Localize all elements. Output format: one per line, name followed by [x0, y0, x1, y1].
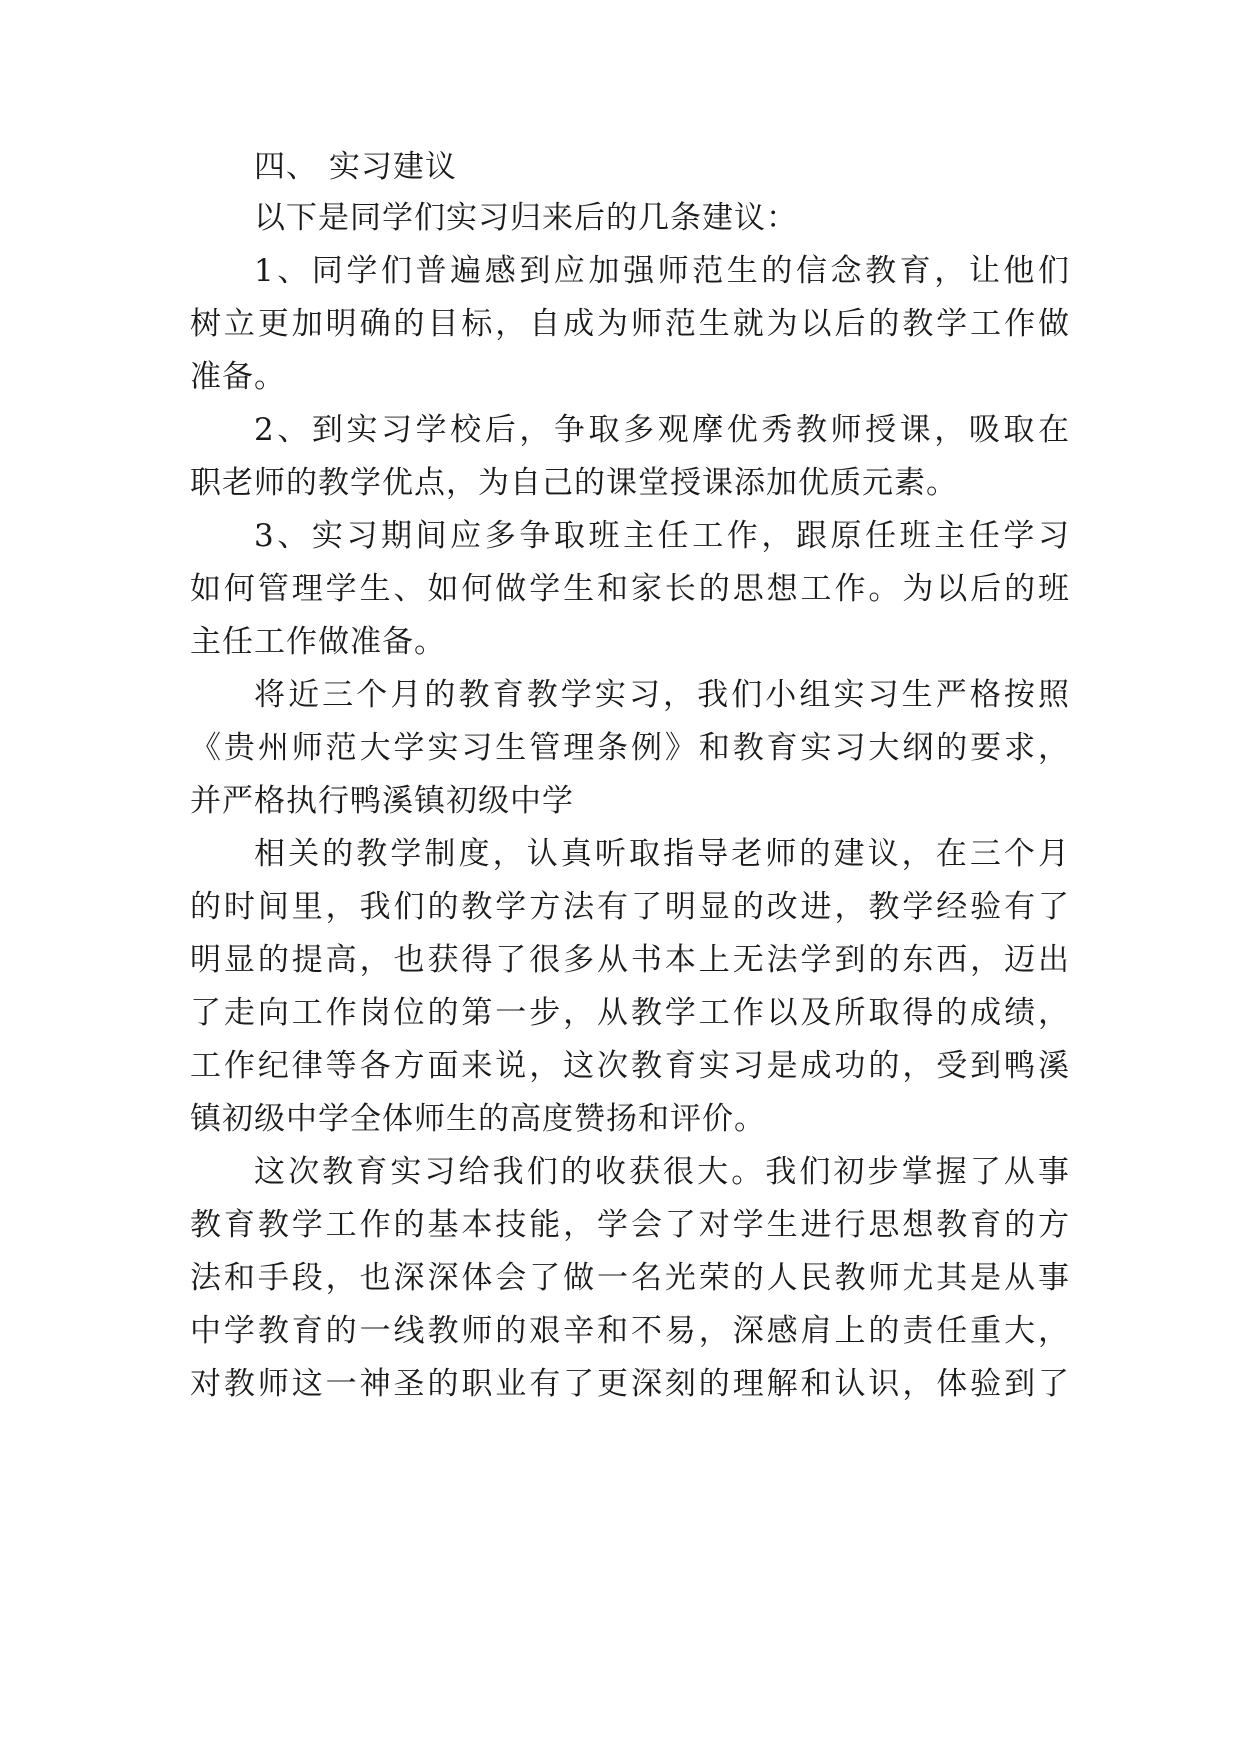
- paragraph-line: 的时间里，我们的教学方法有了明显的改进，教学经验有了: [190, 889, 1070, 925]
- paragraph-line: 明显的提高，也获得了很多从书本上无法学到的东西，迈出: [190, 942, 1070, 978]
- paragraph-line: 1、同学们普遍感到应加强师范生的信念教育，让他们: [254, 253, 1070, 289]
- paragraph-line: 主任工作做准备。: [190, 624, 446, 660]
- paragraph-line: 2、到实习学校后，争取多观摩优秀教师授课，吸取在: [254, 412, 1070, 448]
- section-heading: 四、 实习建议: [254, 149, 457, 185]
- paragraph-line: 职老师的教学优点，为自己的课堂授课添加优质元素。: [190, 465, 958, 501]
- paragraph-line: 相关的教学制度，认真听取指导老师的建议，在三个月: [254, 836, 1070, 872]
- paragraph-line: 如何管理学生、如何做学生和家长的思想工作。为以后的班: [190, 571, 1070, 607]
- paragraph-line: 教育教学工作的基本技能，学会了对学生进行思想教育的方: [190, 1207, 1070, 1243]
- paragraph-line: 镇初级中学全体师生的高度赞扬和评价。: [190, 1101, 766, 1137]
- paragraph-line: 了走向工作岗位的第一步，从教学工作以及所取得的成绩，: [190, 995, 1070, 1031]
- paragraph-line: 《贵州师范大学实习生管理条例》和教育实习大纲的要求，: [190, 730, 1070, 766]
- paragraph-line: 准备。: [190, 359, 286, 395]
- paragraph-line: 3、实习期间应多争取班主任工作，跟原任班主任学习: [254, 518, 1070, 554]
- paragraph-line: 中学教育的一线教师的艰辛和不易，深感肩上的责任重大，: [190, 1313, 1070, 1349]
- paragraph-line: 将近三个月的教育教学实习，我们小组实习生严格按照: [254, 677, 1070, 713]
- paragraph-line: 并严格执行鸭溪镇初级中学: [190, 783, 574, 819]
- paragraph-line: 以下是同学们实习归来后的几条建议：: [254, 200, 798, 236]
- paragraph-line: 法和手段，也深深体会了做一名光荣的人民教师尤其是从事: [190, 1260, 1070, 1296]
- paragraph-line: 树立更加明确的目标，自成为师范生就为以后的教学工作做: [190, 306, 1070, 342]
- paragraph-line: 对教师这一神圣的职业有了更深刻的理解和认识，体验到了: [190, 1366, 1070, 1402]
- paragraph-line: 工作纪律等各方面来说，这次教育实习是成功的，受到鸭溪: [190, 1048, 1070, 1084]
- paragraph-line: 这次教育实习给我们的收获很大。我们初步掌握了从事: [254, 1154, 1070, 1190]
